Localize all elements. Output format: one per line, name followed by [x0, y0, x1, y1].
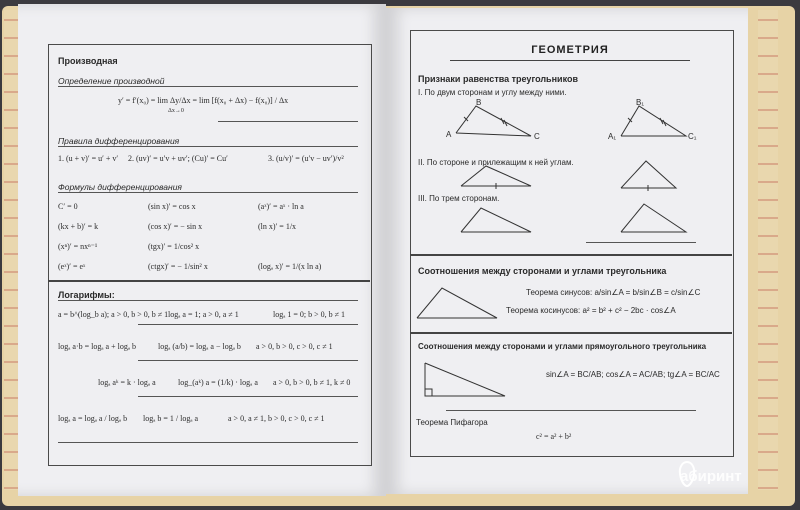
formulas-heading: Формулы дифференцирования — [58, 182, 182, 192]
formula-cell: C′ = 0 — [58, 202, 78, 211]
triangle-sss-copy — [616, 198, 706, 238]
formula-cell: (xⁿ)′ = nxⁿ⁻¹ — [58, 242, 98, 251]
section-divider — [410, 254, 732, 256]
rule-line — [58, 86, 358, 87]
limit-subscript: Δx→0 — [168, 108, 184, 114]
rule-2: 2. (uv)′ = u′v + uv′; (Cu)′ = Cu′ — [128, 154, 228, 163]
definition-heading: Определение производной — [58, 76, 165, 86]
sine-theorem: Теорема синусов: a/sin∠A = b/sin∠B = c/sin∠C — [526, 288, 701, 297]
log-cell: log_(aᵏ) a = (1/k) · logₐ a — [178, 378, 258, 387]
formula-cell: (sin x)′ = cos x — [148, 202, 196, 211]
trig-ratios: sin∠A = BC/AB; cos∠A = AC/AB; tg∠A = BC/AC — [546, 370, 720, 379]
right-triangle-heading: Соотношения между сторонами и углами прямоугольного треугольника — [418, 342, 707, 351]
formula-cell: (cos x)′ = − sin x — [148, 222, 203, 231]
definition-formula: y′ = f′(x₀) = lim Δy/Δx = lim [f(x₀ + Δx) − f(x₀)] / Δx — [118, 96, 289, 105]
formula-cell: (ln x)′ = 1/x — [258, 222, 297, 231]
cosine-theorem: Теорема косинусов: a² = b² + c² − 2bc · cos∠A — [506, 306, 676, 315]
vertex-label: C — [534, 132, 540, 141]
triangle-asa — [456, 156, 546, 196]
rule-line — [446, 410, 696, 411]
log-cell: a > 0, b > 0, c > 0, c ≠ 1 — [256, 342, 333, 351]
equality-heading: Признаки равенства треугольников — [418, 74, 578, 84]
log-cell: a = b^(log_b a); a > 0, b > 0, b ≠ 1 — [58, 310, 169, 319]
equality-item-3: III. По трем сторонам. — [418, 194, 500, 203]
log-cell: logₐ b = 1 / logₐ a — [143, 414, 199, 423]
left-page — [18, 4, 386, 496]
watermark: абиринт — [680, 468, 742, 485]
rule-line — [58, 442, 358, 443]
log-cell: a > 0, b > 0, b ≠ 1, k ≠ 0 — [273, 378, 351, 387]
formula-cell: (tgx)′ = 1/cos² x — [148, 242, 200, 251]
vertex-label: B — [476, 98, 482, 107]
log-cell: logₐ a·b = logₐ a + logₐ b — [58, 342, 137, 351]
pythagoras-formula: c² = a² + b² — [536, 432, 572, 441]
right-triangle — [420, 358, 520, 404]
formula-cell: (kx + b)′ = k — [58, 222, 99, 231]
log-cell: logₐ aᵏ = k · logₐ a — [98, 378, 156, 387]
log-cell: a > 0, a ≠ 1, b > 0, c > 0, c ≠ 1 — [228, 414, 325, 423]
log-cell: logₐ 1 = 0; b > 0, b ≠ 1 — [273, 310, 346, 319]
rule-line — [138, 396, 358, 397]
formula-cell: (aˣ)′ = aˣ · ln a — [258, 202, 304, 211]
rule-line — [58, 192, 358, 193]
geometry-title: ГЕОМЕТРИЯ — [450, 40, 690, 61]
rule-line — [218, 121, 358, 122]
vertex-label: C₁ — [688, 132, 697, 141]
triangle-sss — [456, 198, 546, 238]
vertex-label: B₁ — [636, 98, 645, 107]
log-heading: Логарифмы: — [58, 290, 115, 300]
rule-line — [58, 146, 358, 147]
rule-line — [138, 360, 358, 361]
log-cell: logₐ (a/b) = logₐ a − logₐ b — [158, 342, 241, 351]
left-frame — [48, 44, 372, 466]
log-cell: logₐ a = logₐ a / logₐ b — [58, 414, 128, 423]
derivative-title: Производная — [58, 56, 118, 66]
formula-cell: (eˣ)′ = eˣ — [58, 262, 86, 271]
vertex-label: A₁ — [608, 132, 617, 141]
triangle-asa-copy — [616, 156, 706, 196]
formula-cell: (logₐ x)′ = 1/(x ln a) — [258, 262, 322, 271]
log-cell: logₐ a = 1; a > 0, a ≠ 1 — [168, 310, 239, 319]
triangle-sas — [446, 98, 546, 148]
rule-line — [586, 242, 696, 243]
decorative-border-right — [758, 10, 778, 490]
section-divider — [410, 332, 732, 334]
sides-angles-heading: Соотношения между сторонами и углами треугольника — [418, 266, 667, 276]
equality-item-2: II. По стороне и прилежащим к ней углам. — [418, 158, 574, 167]
pythagoras-label: Теорема Пифагора — [416, 418, 488, 427]
rules-heading: Правила дифференцирования — [58, 136, 180, 146]
formula-cell: (ctgx)′ = − 1/sin² x — [148, 262, 208, 271]
rule-line — [138, 324, 358, 325]
rule-1: 1. (u + v)′ = u′ + v′ — [58, 154, 119, 163]
rule-3: 3. (u/v)′ = (u′v − uv′)/v² — [268, 154, 344, 163]
equality-item-1: I. По двум сторонам и углу между ними. — [418, 88, 567, 97]
vertex-label: A — [446, 130, 452, 139]
right-page — [386, 8, 748, 494]
triangle-general — [412, 278, 512, 328]
rule-line — [58, 300, 358, 301]
section-divider — [48, 280, 370, 282]
